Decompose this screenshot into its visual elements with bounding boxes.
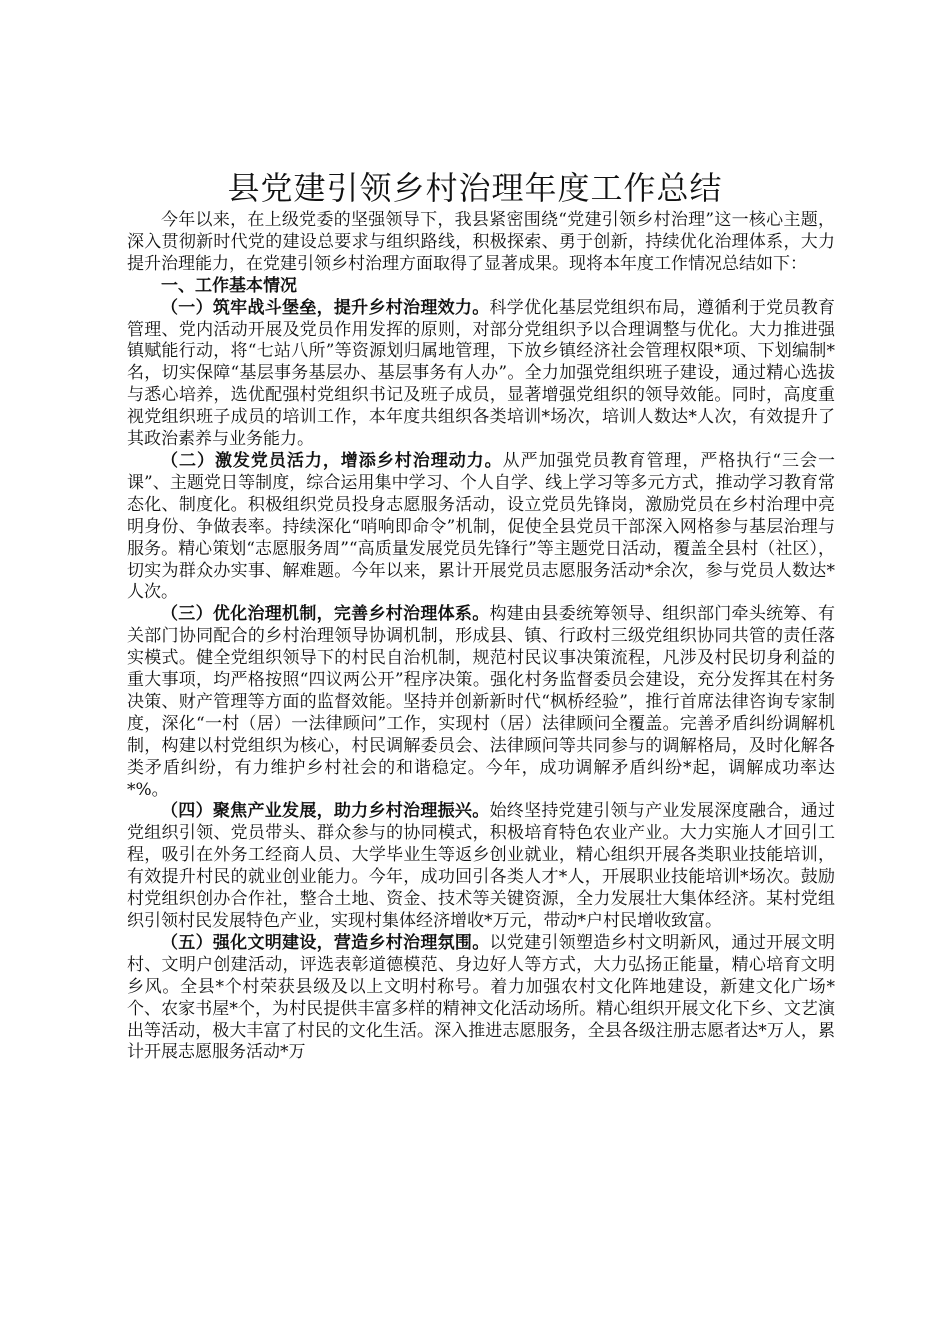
work-item-5-text: 以党建引领塑造乡村文明新风，通过开展文明村、文明户创建活动，评选表彰道德模范、身边好人等方式，大力弘扬正能量，精心培育文明乡风。全县*个村荣获县级及以上文明村称号。着力加强农村文化阵地建设，新建文化广场*个、农家书屋*个，为村民提供丰富多样的精神文化活动场所。精心组织开展文化下乡、文艺演出等活动，极大丰富了村民的文化生活。深入推进志愿服务，全县各级注册志愿者达*万人，累计开展志愿服务活动*万: [127, 932, 835, 1063]
document-body: [127, 210, 835, 1064]
work-item-4-lead: （四）聚焦产业发展，助力乡村治理振兴。: [161, 801, 490, 822]
work-item-5: [127, 933, 835, 1064]
work-item-1-text: 科学优化基层党组织布局，遵循利于党员教育管理、党内活动开展及党员作用发挥的原则，对部分党组织予以合理调整与优化。大力推进强镇赋能行动，将“七站八所”等资源划归属地管理，下放乡镇经济社会管理权限*项、下划编制*名，切实保障“基层事务基层办、基层事务有人办”。全力加强党组织班子建设，通过精心选拔与悉心培养，选优配强村党组织书记及班子成员，显著增强党组织的领导效能。同时，高度重视党组织班子成员的培训工作，本年度共组织各类培训*场次，培训人数达*人次，有效提升了其政治素养与业务能力。: [127, 297, 835, 450]
work-item-4: [127, 801, 835, 932]
intro-paragraph: 今年以来，在上级党委的坚强领导下，我县紧密围绕“党建引领乡村治理”这一核心主题，深入贯彻新时代党的建设总要求与组织路线，积极探索、勇于创新，持续优化治理体系，大力提升治理能力，在党建引领乡村治理方面取得了显著成果。现将本年度工作情况总结如下：: [127, 210, 835, 274]
work-item-2-text: 从严加强党员教育管理，严格执行“三会一课”、主题党日等制度，综合运用集中学习、个人自学、线上学习等多元方式，推动学习教育常态化、制度化。积极组织党员投身志愿服务活动，设立党员先锋岗，激励党员在乡村治理中亮明身份、争做表率。持续深化“哨响即命令”机制，促使全县党员干部深入网格参与基层治理与服务。精心策划“志愿服务周”“高质量发展党员先锋行”等主题党日活动，覆盖全县村（社区），切实为群众办实事、解难题。今年以来，累计开展党员志愿服务活动*余次，参与党员人数达*人次。: [127, 450, 835, 603]
work-item-5-lead: （五）强化文明建设，营造乡村治理氛围。: [161, 932, 490, 953]
work-item-1-lead: （一）筑牢战斗堡垒，提升乡村治理效力。: [161, 297, 490, 318]
work-item-3-text: 构建由县委统筹领导、组织部门牵头统筹、有关部门协同配合的乡村治理领导协调机制，形成县、镇、行政村三级党组织协同共管的责任落实模式。健全党组织领导下的村民自治机制，规范村民议事决策流程，凡涉及村民切身利益的重大事项，均严格按照“四议两公开”程序决策。强化村务监督委员会建设，充分发挥其在村务决策、财产管理等方面的监督效能。坚持并创新新时代“枫桥经验”，推行首席法律咨询专家制度，深化“一村（居）一法律顾问”工作，实现村（居）法律顾问全覆盖。完善矛盾纠纷调解机制，构建以村党组织为核心，村民调解委员会、法律顾问等共同参与的调解格局，及时化解各类矛盾纠纷，有力维护乡村社会的和谐稳定。今年，成功调解矛盾纠纷*起，调解成功率达*%。: [127, 604, 835, 800]
work-item-2-lead: （二）激发党员活力，增添乡村治理动力。: [161, 450, 503, 471]
section-heading: 一、工作基本情况: [161, 275, 297, 296]
work-item-1: [127, 298, 835, 451]
work-item-3: [127, 604, 835, 801]
work-item-2: [127, 451, 835, 604]
work-item-4-text: 始终坚持党建引领与产业发展深度融合，通过党组织引领、党员带头、群众参与的协同模式，积极培育特色农业产业。大力实施人才回引工程，吸引在外务工经商人员、大学毕业生等返乡创业就业，精心组织开展各类职业技能培训，有效提升村民的就业创业能力。今年，成功回引各类人才*人，开展职业技能培训*场次。鼓励村党组织创办合作社，整合土地、资金、技术等关键资源，全力发展壮大集体经济。某村党组织引领村民发展特色产业，实现村集体经济增收*万元，带动*户村民增收致富。: [127, 801, 835, 931]
work-item-3-lead: （三）优化治理机制，完善乡村治理体系。: [161, 604, 490, 625]
document-title: 县党建引领乡村治理年度工作总结: [227, 169, 723, 207]
